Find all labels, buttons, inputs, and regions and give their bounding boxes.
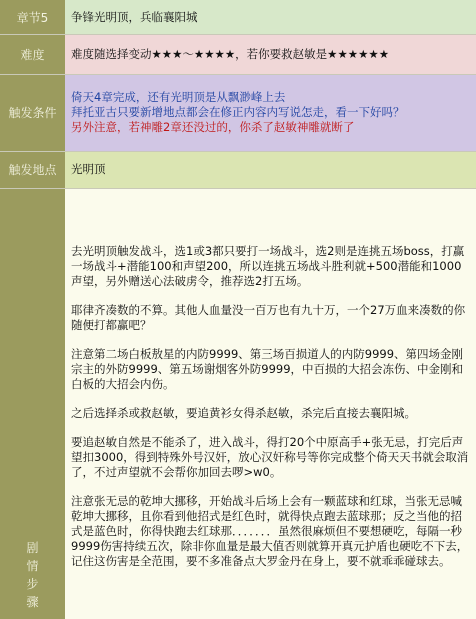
step-paragraph: 注意第二场白板敖星的内防9999、第三场百损道人的内防9999、第四场金刚宗主的外防9999、第五场谢烟客外防9999，中百损的大招会冻伤、中金刚和白板的大招会内伤。 <box>71 347 464 391</box>
steps-label-char: 步 <box>26 577 39 591</box>
difficulty-label: 难度 <box>0 34 65 74</box>
difficulty-value <box>65 34 476 74</box>
trigger-line-3: 另外注意，若神雕2章还没过的，你杀了赵敏神雕就断了 <box>71 120 355 134</box>
step-paragraph: 之后选择杀或救赵敏，要追黄衫女得杀赵敏，杀完后直接去襄阳城。 <box>71 406 416 420</box>
row-divider <box>0 151 476 152</box>
steps-label <box>0 188 65 619</box>
location-label: 触发地点 <box>0 151 65 188</box>
steps-label-char: 情 <box>26 559 39 573</box>
trigger-row <box>0 74 476 151</box>
location-text: 光明顶 <box>71 162 106 176</box>
steps-value <box>65 188 476 619</box>
step-paragraph: 注意张无忌的乾坤大挪移，开始战斗后场上会有一颗蓝球和红球，当张无忌喊乾坤大挪移，且你看到他招式是红色时，就得快点跑去蓝球那；反之当他的招式是蓝色时，你得快跑去红球那．．．．．．．虽然很麻烦但不要想硬吃，每隔一秒9999伤害持续五次，除非你血量是最大值否则就算开真元护盾也硬吃不下去，记住这伤害是全范围，要不多准备点大罗金丹在身上，要不就乖乖碰球去。 <box>71 494 469 568</box>
chapter-value <box>65 0 476 34</box>
steps-label-char: 骤 <box>26 595 39 609</box>
row-divider <box>0 34 476 35</box>
steps-row <box>0 188 476 619</box>
row-divider <box>0 188 476 189</box>
chapter-text: 争锋光明顶，兵临襄阳城 <box>71 9 198 24</box>
location-value <box>65 151 476 188</box>
row-divider <box>0 74 476 75</box>
chapter-label: 章节5 <box>0 0 65 34</box>
difficulty-text: 难度随选择变动★★★～★★★★，若你要救赵敏是★★★★★★ <box>71 46 390 61</box>
trigger-label: 触发条件 <box>0 74 65 151</box>
chapter-row <box>0 0 476 34</box>
difficulty-row <box>0 34 476 74</box>
steps-label-char: 剧 <box>26 541 39 555</box>
trigger-line-1: 倚天4章完成，还有光明顶是从飘渺峰上去 <box>71 90 286 104</box>
step-paragraph: 要追赵敏自然是不能杀了，进入战斗，得打20个中原高手+张无忌，打完后声望扣3000，得到特殊外号汉奸，放心汉奸称号等你完成整个倚天天书就会取消了，不过声望就不会帮你加回去啰>w0。 <box>71 435 469 479</box>
step-paragraph: 耶律齐凑数的不算。其他人血量没一百万也有九十万，一个27万血来凑数的你随便打都赢吧？ <box>71 303 466 332</box>
step-paragraph: 去光明顶触发战斗，选1或3都只要打一场战斗，选2则是连挑五场boss，打赢一场战斗+潜能100和声望200，所以连挑五场战斗胜利就+500潜能和1000声望，另外赠送心法破虏令，推荐选2打五场。 <box>71 244 465 288</box>
location-row <box>0 151 476 188</box>
trigger-value <box>65 74 476 151</box>
trigger-line-2: 拜托亚古只要新增地点都会在修正内容内写说怎走，看一下好吗？ <box>71 105 405 119</box>
